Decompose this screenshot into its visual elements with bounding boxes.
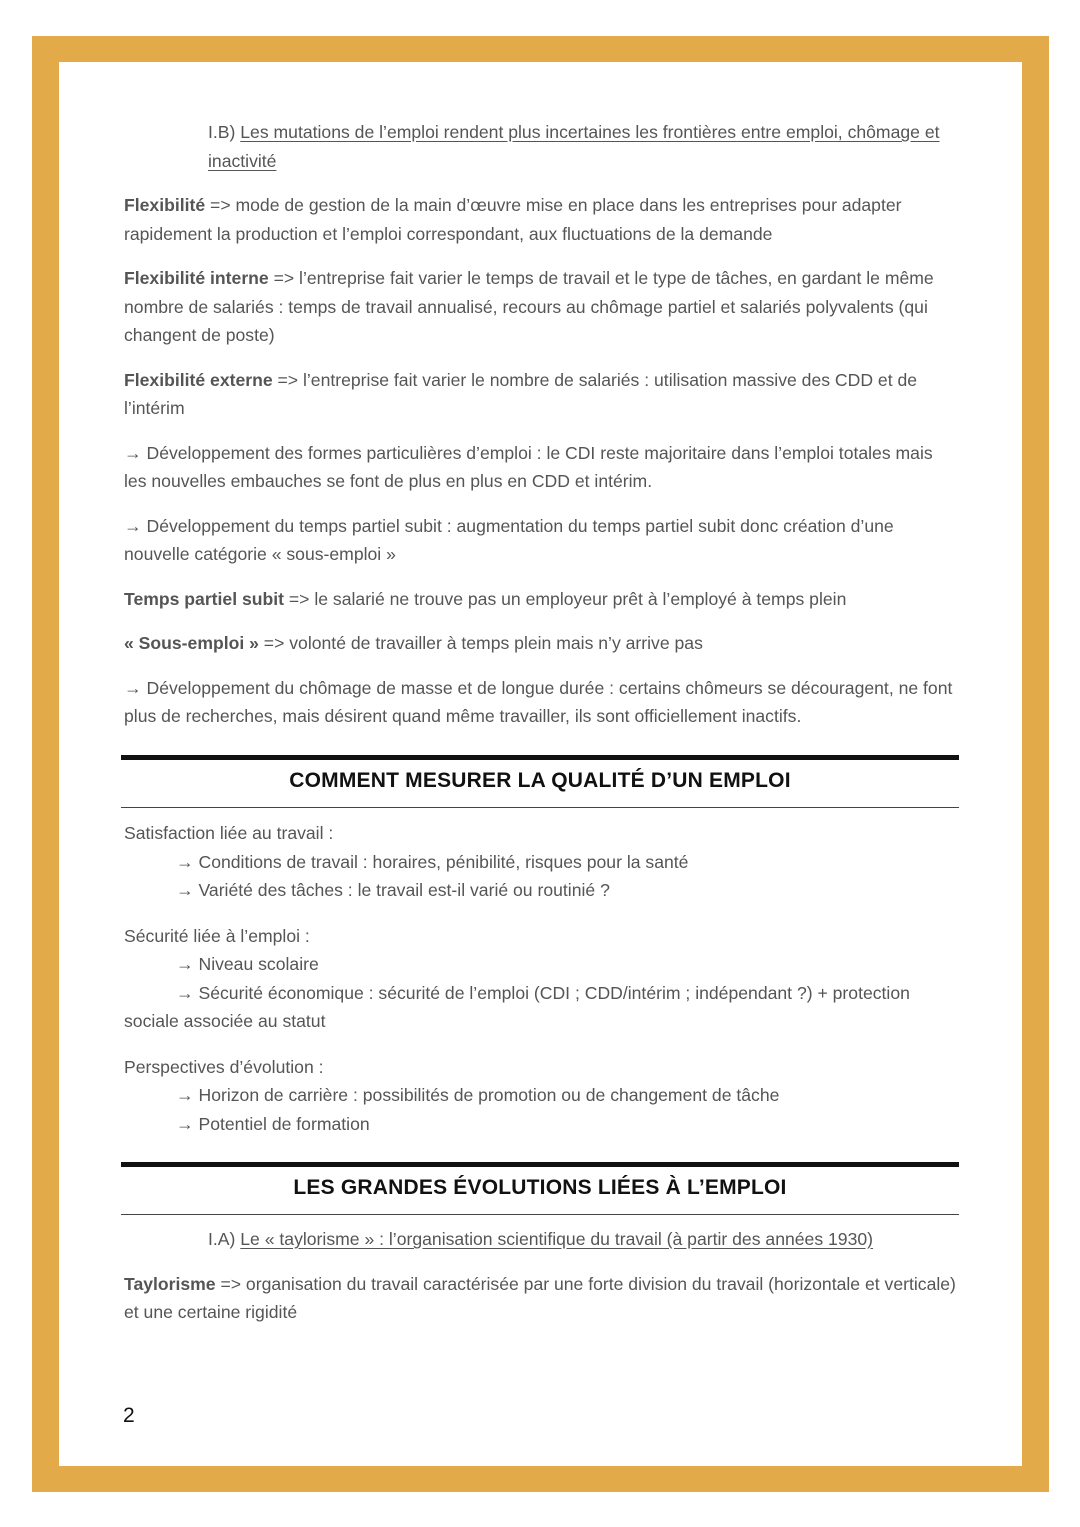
group-title: Satisfaction liée au travail : [124,823,334,843]
section-ib-heading [124,118,959,175]
list-item: → Potentiel de formation [176,1113,370,1134]
page-number: 2 [123,1404,135,1427]
definition-flexibilite-externe [124,366,959,423]
separator: => [205,195,236,215]
term: Temps partiel subit [124,588,285,609]
definition-flexibilite-interne [124,264,959,350]
list-item: → Conditions de travail : horaires, pénibilité, risques pour la santé [176,851,689,872]
list-item: → Sécurité économique : sécurité de l’emploi (CDI ; CDD/intérim ; indépendant ?) + protection [176,982,910,1003]
separator: => [268,268,300,288]
list-item: → Niveau scolaire [176,954,319,974]
content-top [124,118,959,747]
definition-text: organisation du travail caractérisée par une forte division du travail (horizontale et verticale) et une certaine rigidité [124,1273,956,1322]
section-ia-heading [124,1225,959,1254]
bullet-temps-partiel [124,512,959,569]
arrow-right-icon: → [124,442,142,463]
arrow-right-icon: → [124,677,142,698]
definition-taylorisme [124,1270,959,1327]
separator: => [258,633,290,653]
term: Flexibilité [124,195,206,215]
section-ia-label: I.A) [208,1229,241,1249]
term: Flexibilité externe [124,369,273,390]
term: Taylorisme [124,1273,216,1294]
arrow-right-icon: → [124,515,142,536]
bullet-chomage-masse [124,674,959,731]
definition-sous-emploi [124,629,959,658]
definition-text: le salarié ne trouve pas un employeur prêt à l’employé à temps plein [314,588,847,609]
separator: => [284,588,315,609]
group-satisfaction [124,819,959,905]
definition-flexibilite [124,191,959,248]
group-title: Sécurité liée à l’emploi : [124,925,310,946]
definition-text: mode de gestion de la main d’œuvre mise en place dans les entreprises pour adapter rapidement la production et l’emploi correspondant, aux fluctuations de la demande [124,195,902,244]
term: « Sous-emploi » [124,633,259,653]
heading-grandes-evolutions: LES GRANDES ÉVOLUTIONS LIÉES À L’EMPLOI [293,1176,787,1199]
section-ib-label: I.B) [208,122,241,142]
section-ib-title: Les mutations de l’emploi rendent plus incertaines les frontières entre emploi, chômage et inactivité [208,122,940,171]
separator: => [272,369,303,390]
document-page [59,62,1022,1466]
bullet-text: Développement des formes particulières d’emploi : le CDI reste majoritaire dans l’emploi totales mais les nouvelles embauches se font de plus en plus en CDD et intérim. [124,442,933,491]
definition-text: l’entreprise fait varier le nombre de salariés : utilisation massive des CDD et de l’intérim [124,369,918,418]
list-item-continuation: sociale associée au statut [124,1011,326,1031]
bullet-formes-particulieres [124,439,959,496]
definition-text: volonté de travailler à temps plein mais n’y arrive pas [289,633,703,653]
definition-text: l’entreprise fait varier le temps de travail et le type de tâches, en gardant le même nombre de salariés : temps de travail annualisé, recours au chômage partiel et salariés polyvalents (qui changent de poste) [124,268,934,345]
section-ia-title: Le « taylorisme » : l’organisation scientifique du travail (à partir des années 1930) [240,1229,874,1249]
separator: => [215,1273,246,1294]
content-taylorisme [124,1225,959,1343]
section-heading-qualite [121,755,959,808]
group-perspectives [124,1053,959,1139]
list-item: → Horizon de carrière : possibilités de promotion ou de changement de tâche [176,1085,780,1105]
heading-qualite-emploi: COMMENT MESURER LA QUALITÉ D’UN EMPLOI [289,769,791,792]
bullet-text: Développement du temps partiel subit : augmentation du temps partiel subit donc création d’une nouvelle catégorie « sous-emploi » [124,515,894,564]
term: Flexibilité interne [124,268,269,288]
group-title: Perspectives d’évolution : [124,1056,324,1077]
content-qualite [124,819,959,1155]
definition-temps-partiel-subit [124,585,959,614]
bullet-text: Développement du chômage de masse et de longue durée : certains chômeurs se découragent, ne font plus de recherches, mais désirent quand même travailler, ils sont officiellement inactifs. [124,677,953,726]
group-securite [124,922,959,1036]
section-heading-evolutions [121,1162,959,1215]
list-item: → Variété des tâches : le travail est-il varié ou routinié ? [176,880,610,900]
